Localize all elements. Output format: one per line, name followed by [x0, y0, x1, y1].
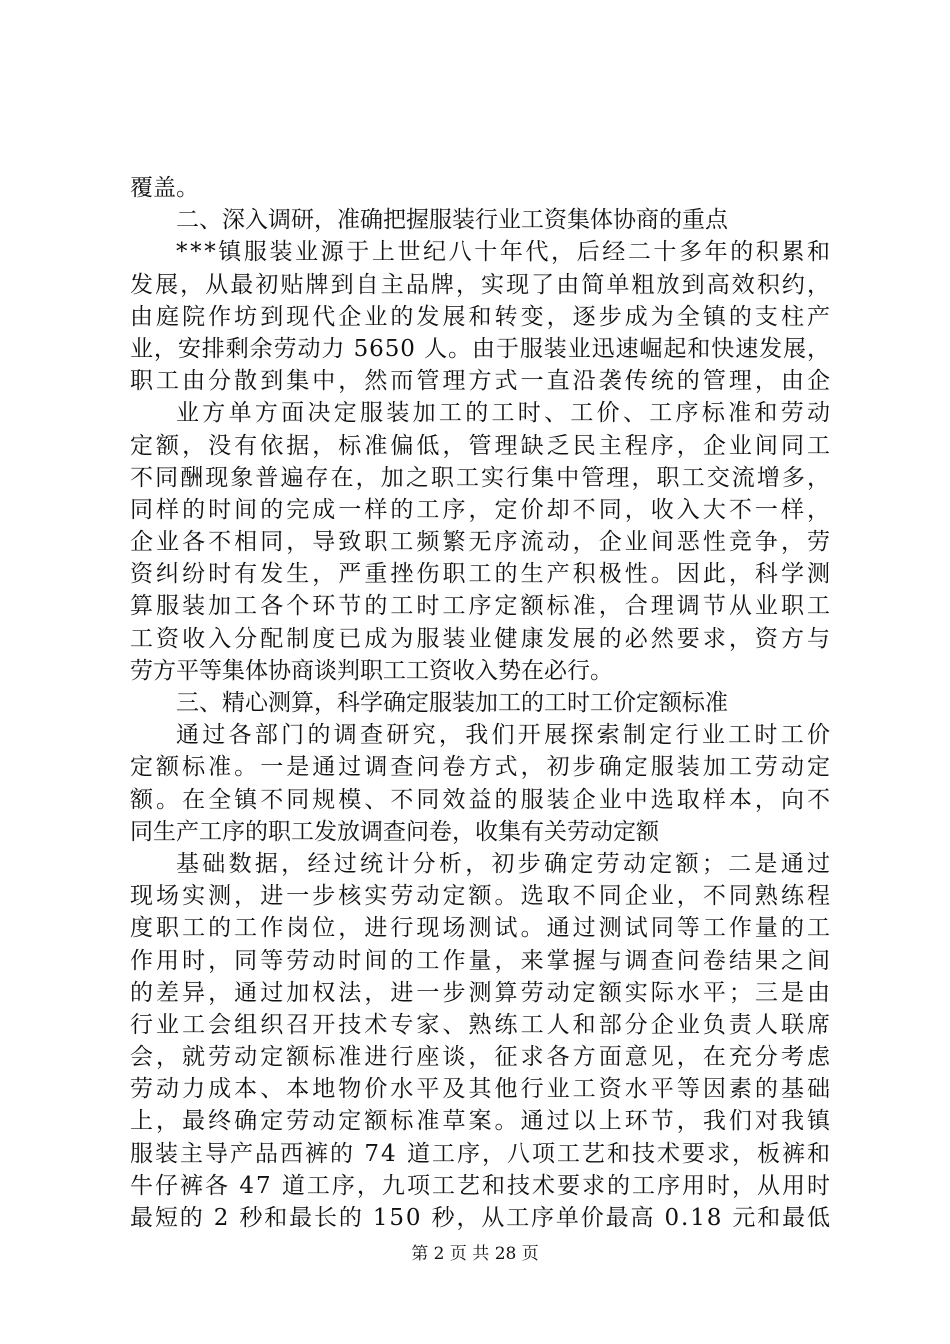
text-line: 上，最终确定劳动定额标准草案。通过以上环节，我们对我镇 — [130, 1108, 834, 1135]
text-line: 会，就劳动定额标准进行座谈，征求各方面意见，在充分考虑 — [130, 1044, 834, 1071]
text-line: 工资收入分配制度已成为服装业健康发展的必然要求，资方与 — [130, 625, 834, 652]
text-line: 定额，没有依据，标准偏低，管理缺乏民主程序，企业间同工 — [130, 432, 834, 459]
text-line: 同样的时间的完成一样的工序，定价却不同，收入大不一样， — [130, 496, 834, 523]
text-line: 二、深入调研，准确把握服装行业工资集体协商的重点 — [176, 207, 728, 234]
text-line: 通过各部门的调查研究，我们开展探索制定行业工时工价 — [176, 722, 834, 749]
text-line: 业，安排剩余劳动力 5650 人。由于服装业迅速崛起和快速发展， — [130, 335, 831, 362]
text-line: 定额标准。一是通过调查问卷方式，初步确定服装加工劳动定 — [130, 754, 834, 781]
text-line: 三、精心测算，科学确定服装加工的工时工价定额标准 — [176, 690, 728, 716]
text-line: 算服装加工各个环节的工时工序定额标准，合理调节从业职工 — [130, 593, 834, 620]
text-line: 额。在全镇不同规模、不同效益的服装企业中选取样本，向不 — [130, 786, 834, 813]
text-line: 业方单方面决定服装加工的工时、工价、工序标准和劳动 — [176, 400, 834, 427]
document-body — [130, 172, 834, 1234]
text-line: ***镇服装业源于上世纪八十年代，后经二十多年的积累和 — [176, 239, 833, 266]
text-line: 企业各不相同，导致职工频繁无序流动，企业间恶性竞争，劳 — [130, 529, 834, 556]
text-line: 行业工会组织召开技术专家、熟练工人和部分企业负责人联席 — [130, 1011, 834, 1038]
text-line: 的差异，通过加权法，进一步测算劳动定额实际水平；三是由 — [130, 979, 834, 1006]
text-line: 职工由分散到集中，然而管理方式一直沿袭传统的管理，由企 — [130, 368, 834, 395]
text-line: 不同酬现象普遍存在，加之职工实行集中管理，职工交流增多， — [130, 464, 833, 491]
text-line: 度职工的工作岗位，进行现场测试。通过测试同等工作量的工 — [130, 915, 834, 942]
page-footer: 第 2 页 共 28 页 — [411, 1244, 539, 1264]
text-line: 资纠纷时有发生，严重挫伤职工的生产积极性。因此，科学测 — [130, 561, 834, 588]
text-line: 基础数据，经过统计分析，初步确定劳动定额；二是通过 — [176, 850, 834, 877]
text-line: 作用时，同等劳动时间的工作量，来掌握与调查问卷结果之间 — [130, 947, 834, 974]
text-line: 牛仔裤各 47 道工序，九项工艺和技术要求的工序用时，从用时 — [130, 1172, 833, 1199]
text-line: 劳动力成本、本地物价水平及其他行业工资水平等因素的基础 — [130, 1076, 834, 1103]
text-line: 最短的 2 秒和最长的 150 秒，从工序单价最高 0.18 元和最低 — [130, 1205, 832, 1231]
text-line: 服装主导产品西裤的 74 道工序，八项工艺和技术要求，板裤和 — [130, 1140, 833, 1167]
text-line: 覆盖。 — [130, 175, 199, 201]
text-line: 同生产工序的职工发放调查问卷，收集有关劳动定额 — [130, 818, 659, 845]
text-line: 发展，从最初贴牌到自主品牌，实现了由简单粗放到高效积约， — [130, 271, 833, 298]
text-line: 现场实测，进一步核实劳动定额。选取不同企业，不同熟练程 — [130, 883, 834, 910]
text-line: 由庭院作坊到现代企业的发展和转变，逐步成为全镇的支柱产 — [130, 303, 834, 330]
text-line: 劳方平等集体协商谈判职工工资收入势在必行。 — [130, 657, 613, 684]
